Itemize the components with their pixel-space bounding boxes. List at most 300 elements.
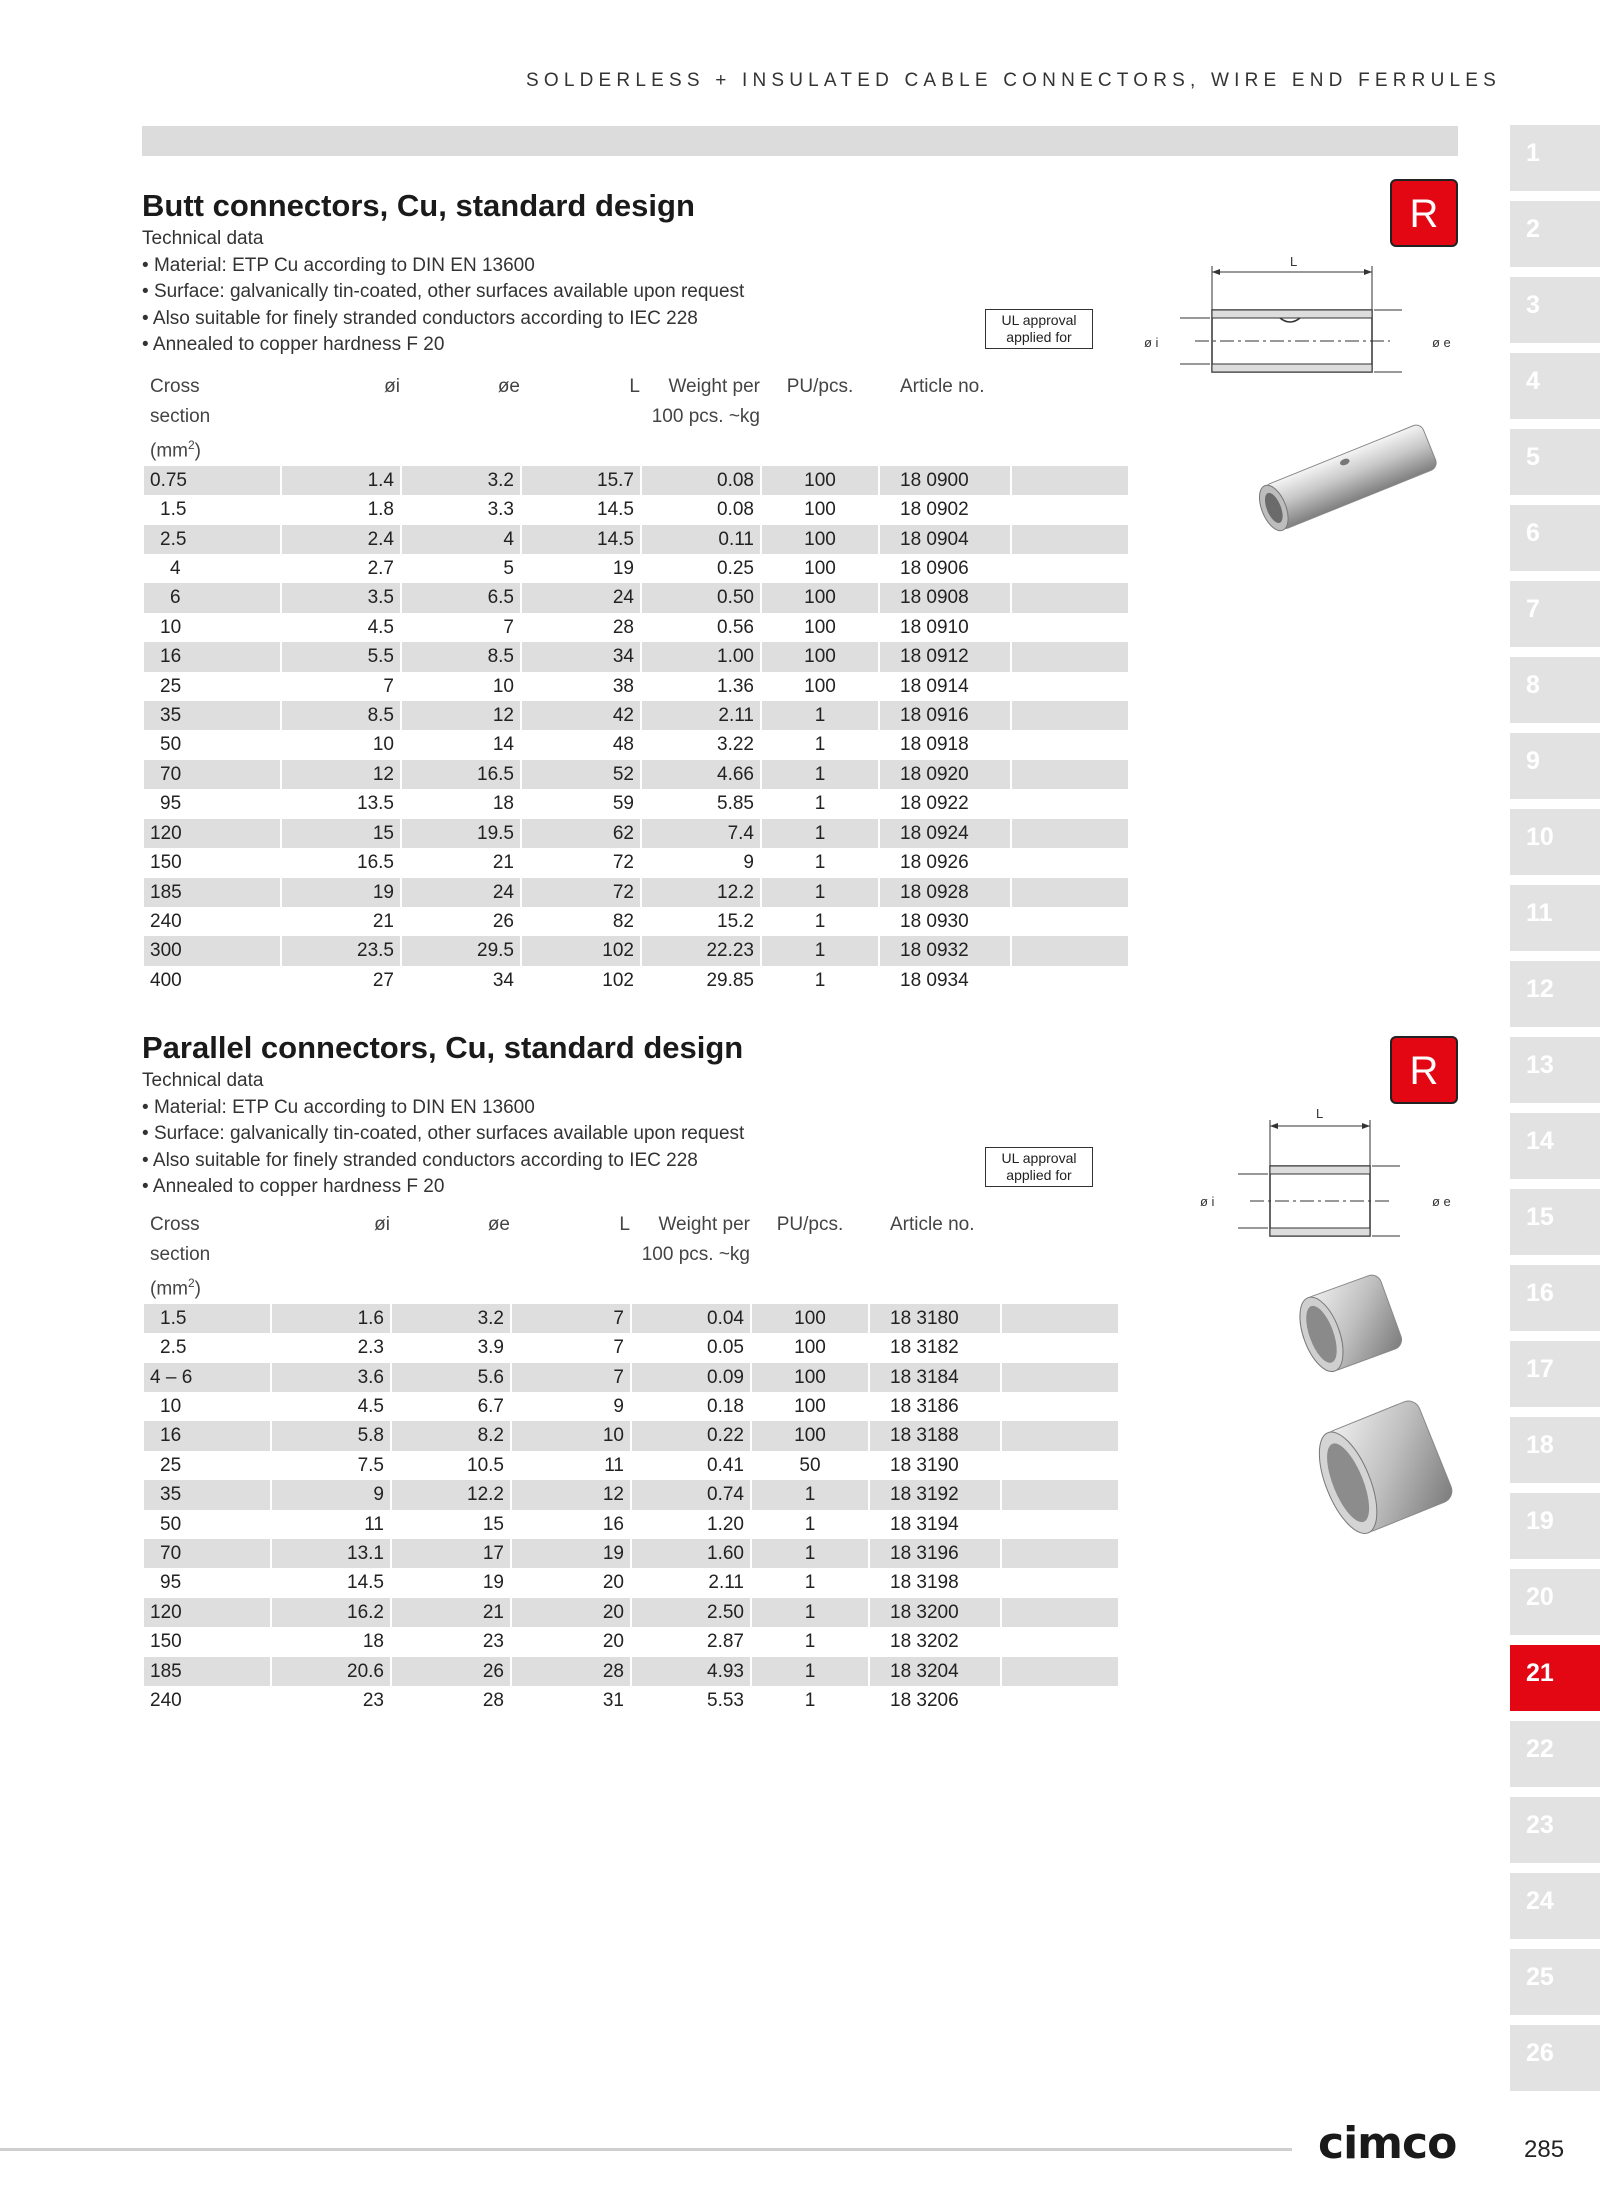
cell-weight: 29.85 — [706, 969, 754, 991]
cell-outer-diameter: 3.9 — [477, 1337, 504, 1359]
parallel-connector-drawing — [1190, 1100, 1460, 1250]
table-row — [144, 878, 1128, 907]
cell-cross-section: 240 — [150, 910, 182, 932]
cell-outer-diameter: 21 — [392, 1598, 510, 1627]
unit-close: ) — [194, 1278, 201, 1300]
cell-empty — [1002, 1363, 1118, 1392]
chapter-tab-10[interactable]: 10 — [1510, 809, 1600, 875]
cell-cross-section: 185 — [144, 878, 280, 907]
table-row — [144, 819, 1128, 848]
cell-inner-diameter: 11 — [364, 1513, 384, 1535]
table-row — [144, 907, 1128, 936]
cell-inner-diameter: 14.5 — [347, 1572, 384, 1594]
parallel-connector-photo-small — [1280, 1265, 1420, 1385]
table-row — [144, 1333, 1118, 1362]
cell-empty — [1012, 554, 1128, 583]
cell-pu: 100 — [762, 525, 878, 554]
cell-pu: 1 — [804, 1572, 816, 1594]
cell-length: 7 — [512, 1363, 630, 1392]
cell-weight: 0.41 — [707, 1454, 744, 1476]
cell-article: 18 0932 — [880, 936, 1010, 965]
cell-article: 18 0920 — [880, 760, 1010, 789]
table-row — [144, 1510, 1118, 1539]
chapter-tab-2[interactable]: 2 — [1510, 201, 1600, 267]
cell-pu: 1 — [814, 969, 826, 991]
cell-empty — [1002, 1539, 1118, 1568]
chapter-tab-21[interactable]: 21 — [1510, 1645, 1600, 1711]
cell-weight: 0.11 — [642, 525, 760, 554]
cell-empty — [1012, 878, 1128, 907]
cell-article: 18 0914 — [900, 675, 969, 697]
cell-pu: 100 — [752, 1363, 868, 1392]
cell-inner-diameter: 18 — [362, 1631, 384, 1653]
cell-cross-section: 150 — [150, 852, 182, 874]
chapter-tab-5[interactable]: 5 — [1510, 429, 1600, 495]
cell-article: 18 0910 — [900, 616, 969, 638]
cell-outer-diameter: 3.2 — [402, 466, 520, 495]
cell-pu: 100 — [752, 1421, 868, 1450]
parallel-connectors-section — [142, 1030, 1102, 1201]
cell-cross-section: 4 — [170, 558, 181, 580]
cell-weight: 0.09 — [632, 1363, 750, 1392]
cell-article: 18 3196 — [870, 1539, 1000, 1568]
cell-empty — [1002, 1480, 1118, 1509]
cell-weight: 15.2 — [717, 910, 754, 932]
cell-length: 102 — [522, 936, 640, 965]
col-article: Article no. — [890, 1214, 975, 1235]
cell-pu: 1 — [752, 1657, 868, 1686]
cell-length: 52 — [522, 760, 640, 789]
cell-empty — [1012, 495, 1128, 524]
chapter-tab-12[interactable]: 12 — [1510, 961, 1600, 1027]
chapter-tab-6[interactable]: 6 — [1510, 505, 1600, 571]
header-bar — [142, 126, 1458, 156]
cell-cross-section: 400 — [150, 969, 182, 991]
cell-pu: 1 — [752, 1480, 868, 1509]
chapter-tab-14[interactable]: 14 — [1510, 1113, 1600, 1179]
cell-length: 102 — [602, 969, 634, 991]
cell-length: 16 — [602, 1513, 624, 1535]
cell-inner-diameter: 23 — [362, 1690, 384, 1712]
ul-line-1: UL approval — [1001, 1150, 1077, 1166]
cell-length: 59 — [612, 793, 634, 815]
cell-empty — [1002, 1451, 1118, 1480]
cell-cross-section: 4 – 6 — [144, 1363, 270, 1392]
cell-outer-diameter: 19 — [482, 1572, 504, 1594]
chapter-tab-11[interactable]: 11 — [1510, 885, 1600, 951]
header-weight-1: Weight per — [668, 376, 760, 397]
cell-weight: 5.85 — [717, 793, 754, 815]
table-row — [144, 1480, 1118, 1509]
cell-article: 18 3194 — [890, 1513, 959, 1535]
unit-close: ) — [194, 440, 201, 462]
table-row — [144, 1657, 1118, 1686]
cell-length: 62 — [522, 819, 640, 848]
r-badge: R — [1390, 1036, 1458, 1104]
cell-weight: 0.08 — [642, 466, 760, 495]
table-row — [144, 1568, 1118, 1597]
cell-outer-diameter: 5 — [503, 558, 514, 580]
cell-length: 72 — [522, 878, 640, 907]
cell-pu: 1 — [762, 760, 878, 789]
unit-sup: 2 — [187, 1276, 195, 1290]
cell-article: 18 0922 — [900, 793, 969, 815]
cell-outer-diameter: 8.5 — [402, 642, 520, 671]
bullet-item: • Annealed to copper hardness F 20 — [142, 1174, 1102, 1201]
parallel-connectors-table — [142, 1210, 1120, 1716]
header-weight-2: 100 pcs. ~kg — [641, 1243, 750, 1265]
cell-inner-diameter: 1.4 — [282, 466, 400, 495]
page-number: 285 — [1524, 2136, 1565, 2163]
cell-cross-section: 6 — [144, 583, 280, 612]
cell-empty — [1002, 1568, 1118, 1597]
cell-weight: 0.22 — [632, 1421, 750, 1450]
cell-weight: 0.18 — [707, 1396, 744, 1418]
cell-outer-diameter: 21 — [492, 852, 514, 874]
cell-inner-diameter: 10 — [372, 734, 394, 756]
cell-pu: 100 — [794, 1396, 826, 1418]
cell-inner-diameter: 1.8 — [367, 499, 394, 521]
cell-cross-section: 25 — [160, 675, 182, 697]
cell-length: 28 — [612, 616, 634, 638]
chapter-tab-13[interactable]: 13 — [1510, 1037, 1600, 1103]
col-empty — [1002, 1210, 1118, 1304]
cell-outer-diameter: 3.3 — [487, 499, 514, 521]
cell-outer-diameter: 14 — [492, 734, 514, 756]
col-inner-diameter: øi — [374, 1214, 390, 1235]
cell-length: 11 — [604, 1454, 624, 1476]
chapter-tab-18[interactable]: 18 — [1510, 1417, 1600, 1483]
bullet-item: • Material: ETP Cu according to DIN EN 13600 — [142, 1095, 1102, 1122]
unit-text: (mm — [150, 440, 188, 462]
ul-line-1: UL approval — [1001, 312, 1077, 328]
cell-empty — [1012, 760, 1128, 789]
cell-pu: 1 — [752, 1598, 868, 1627]
cell-inner-diameter: 5.5 — [282, 642, 400, 671]
cell-pu: 1 — [804, 1631, 816, 1653]
cell-article: 18 0934 — [900, 969, 969, 991]
cell-empty — [1002, 1627, 1118, 1656]
chapter-tab-8[interactable]: 8 — [1510, 657, 1600, 723]
cell-pu: 50 — [799, 1454, 821, 1476]
chapter-tab-17[interactable]: 17 — [1510, 1341, 1600, 1407]
cell-pu: 1 — [752, 1539, 868, 1568]
ul-line-2: applied for — [1006, 329, 1072, 345]
header-unit — [150, 1269, 270, 1304]
cell-outer-diameter: 18 — [492, 793, 514, 815]
header-title: SOLDERLESS + INSULATED CABLE CONNECTORS, WIRE END FERRULES — [526, 70, 1502, 91]
bullet-item: • Surface: galvanically tin-coated, other surfaces available upon request — [142, 279, 1102, 306]
chapter-tab-19[interactable]: 19 — [1510, 1493, 1600, 1559]
bullet-item: • Material: ETP Cu according to DIN EN 13600 — [142, 253, 1102, 280]
cell-cross-section: 1.5 — [144, 1304, 270, 1333]
cell-outer-diameter: 12 — [402, 701, 520, 730]
cell-article: 18 0900 — [880, 466, 1010, 495]
table-row — [144, 848, 1128, 877]
chapter-tab-3[interactable]: 3 — [1510, 277, 1600, 343]
cell-empty — [1012, 966, 1128, 995]
cell-length: 82 — [612, 910, 634, 932]
chapter-tab-7[interactable]: 7 — [1510, 581, 1600, 647]
col-weight — [632, 1210, 750, 1304]
cell-weight: 0.74 — [632, 1480, 750, 1509]
cell-cross-section: 95 — [160, 1572, 182, 1594]
cell-weight: 1.20 — [707, 1513, 744, 1535]
cell-inner-diameter: 5.8 — [272, 1421, 390, 1450]
table-row — [144, 1627, 1118, 1656]
table-row — [144, 730, 1128, 759]
cell-cross-section: 150 — [150, 1631, 182, 1653]
cell-article: 18 0918 — [900, 734, 969, 756]
cell-article: 18 0902 — [900, 499, 969, 521]
col-length: L — [629, 376, 640, 397]
section-title: Butt connectors, Cu, standard design — [142, 188, 695, 223]
cell-outer-diameter: 12.2 — [392, 1480, 510, 1509]
table-row — [144, 760, 1128, 789]
unit-sup: 2 — [187, 438, 195, 452]
cell-cross-section: 16 — [144, 642, 280, 671]
unit-text: (mm — [150, 1278, 188, 1300]
cell-weight: 2.11 — [642, 701, 760, 730]
cell-inner-diameter: 23.5 — [282, 936, 400, 965]
cell-empty — [1012, 466, 1128, 495]
cell-outer-diameter: 24 — [402, 878, 520, 907]
table-row — [144, 583, 1128, 612]
bullet-item: • Also suitable for finely stranded conductors according to IEC 228 — [142, 306, 1102, 333]
cell-pu: 1 — [814, 910, 826, 932]
parallel-table-body — [144, 1304, 1118, 1716]
cell-article: 18 0912 — [880, 642, 1010, 671]
length-label: L — [1316, 1106, 1324, 1121]
cell-cross-section: 10 — [160, 1396, 182, 1418]
cell-inner-diameter: 19 — [282, 878, 400, 907]
cell-empty — [1012, 819, 1128, 848]
chapter-tab-9[interactable]: 9 — [1510, 733, 1600, 799]
cell-outer-diameter: 29.5 — [402, 936, 520, 965]
cell-weight: 0.04 — [632, 1304, 750, 1333]
cell-article: 18 3188 — [870, 1421, 1000, 1450]
cell-pu: 1 — [804, 1690, 816, 1712]
cell-cross-section: 2.5 — [160, 1337, 187, 1359]
cell-weight: 3.22 — [717, 734, 754, 756]
chapter-tab-26[interactable]: 26 — [1510, 2025, 1600, 2091]
cell-cross-section: 70 — [144, 1539, 270, 1568]
cell-cross-section: 70 — [144, 760, 280, 789]
cell-article: 18 3202 — [890, 1631, 959, 1653]
cell-inner-diameter: 12 — [282, 760, 400, 789]
cell-weight: 9 — [743, 852, 754, 874]
chapter-tab-22[interactable]: 22 — [1510, 1721, 1600, 1787]
cell-length: 9 — [613, 1396, 624, 1418]
cell-length: 48 — [612, 734, 634, 756]
footer-divider — [0, 2148, 1292, 2151]
cell-article: 18 3206 — [890, 1690, 959, 1712]
cell-outer-diameter: 28 — [482, 1690, 504, 1712]
cell-length: 7 — [613, 1337, 624, 1359]
cell-pu: 100 — [762, 583, 878, 612]
table-row — [144, 466, 1128, 495]
cell-weight: 2.50 — [632, 1598, 750, 1627]
cell-outer-diameter: 16.5 — [402, 760, 520, 789]
technical-data-label: Technical data — [142, 228, 264, 249]
cell-cross-section: 120 — [144, 1598, 270, 1627]
bullet-item: • Surface: galvanically tin-coated, other surfaces available upon request — [142, 1121, 1102, 1148]
cell-length: 20 — [512, 1598, 630, 1627]
col-outer-diameter: øe — [487, 1214, 510, 1235]
cell-weight: 2.11 — [708, 1572, 744, 1594]
cell-pu: 1 — [762, 819, 878, 848]
cell-length: 34 — [522, 642, 640, 671]
cell-article: 18 3200 — [870, 1598, 1000, 1627]
header-weight-2: 100 pcs. ~kg — [651, 405, 760, 427]
chapter-tab-15[interactable]: 15 — [1510, 1189, 1600, 1255]
chapter-tab-4[interactable]: 4 — [1510, 353, 1600, 419]
cell-inner-diameter: 13.5 — [357, 793, 394, 815]
cell-outer-diameter: 23 — [482, 1631, 504, 1653]
cell-cross-section: 35 — [144, 701, 280, 730]
cell-article: 18 0926 — [900, 852, 969, 874]
cell-outer-diameter: 10 — [492, 675, 514, 697]
cell-pu: 100 — [794, 1337, 826, 1359]
cell-pu: 100 — [804, 675, 836, 697]
col-weight — [642, 372, 760, 466]
cell-length: 19 — [512, 1539, 630, 1568]
cell-cross-section: 185 — [144, 1657, 270, 1686]
cell-article: 18 3204 — [870, 1657, 1000, 1686]
butt-connector-drawing — [1140, 252, 1460, 382]
cell-weight: 0.50 — [642, 583, 760, 612]
header-section: section — [150, 1243, 211, 1265]
cell-cross-section: 50 — [160, 1513, 182, 1535]
cell-empty — [1002, 1510, 1118, 1539]
table-row — [144, 1539, 1118, 1568]
cell-length: 15.7 — [522, 466, 640, 495]
cell-weight: 1.36 — [717, 675, 754, 697]
header-section: section — [150, 405, 211, 427]
cell-empty — [1012, 907, 1128, 936]
table-row — [144, 1686, 1118, 1715]
cell-length: 7 — [512, 1304, 630, 1333]
cell-pu: 1 — [762, 936, 878, 965]
butt-connectors-table — [142, 372, 1130, 995]
cell-pu: 100 — [804, 499, 836, 521]
header-weight-1: Weight per — [658, 1214, 750, 1235]
cell-length: 72 — [612, 852, 634, 874]
header-cross: Cross — [150, 1214, 200, 1235]
cell-weight: 5.53 — [707, 1690, 744, 1712]
cell-weight: 22.23 — [642, 936, 760, 965]
col-pu: PU/pcs. — [786, 376, 854, 397]
cell-inner-diameter: 2.4 — [282, 525, 400, 554]
chapter-tab-1[interactable]: 1 — [1510, 125, 1600, 191]
header-cross: Cross — [150, 376, 200, 397]
cell-inner-diameter: 4.5 — [357, 1396, 384, 1418]
cell-cross-section: 240 — [150, 1690, 182, 1712]
cell-length: 24 — [522, 583, 640, 612]
cell-outer-diameter: 3.2 — [392, 1304, 510, 1333]
cell-article: 18 3198 — [890, 1572, 959, 1594]
cell-article: 18 0916 — [880, 701, 1010, 730]
ul-line-2: applied for — [1006, 1167, 1072, 1183]
cell-length: 14.5 — [597, 499, 634, 521]
cell-length: 14.5 — [522, 525, 640, 554]
cell-pu: 1 — [814, 852, 826, 874]
cell-inner-diameter: 8.5 — [282, 701, 400, 730]
chapter-tab-20[interactable]: 20 — [1510, 1569, 1600, 1635]
col-inner-diameter: øi — [384, 376, 400, 397]
cell-cross-section: 16 — [144, 1421, 270, 1450]
cell-cross-section: 95 — [160, 793, 182, 815]
cell-empty — [1012, 730, 1128, 759]
cell-article: 18 0930 — [900, 910, 969, 932]
cell-empty — [1012, 701, 1128, 730]
cell-article: 18 3192 — [870, 1480, 1000, 1509]
bullet-item: • Also suitable for finely stranded conductors according to IEC 228 — [142, 1148, 1102, 1175]
cell-empty — [1002, 1421, 1118, 1450]
table-row — [144, 701, 1128, 730]
col-article: Article no. — [900, 376, 985, 397]
cell-length: 20 — [602, 1572, 624, 1594]
cell-pu: 100 — [762, 642, 878, 671]
table-row — [144, 1392, 1118, 1421]
cell-empty — [1012, 642, 1128, 671]
cell-inner-diameter: 1.6 — [272, 1304, 390, 1333]
outer-diameter-label: ø e — [1432, 335, 1451, 350]
cell-empty — [1002, 1598, 1118, 1627]
inner-diameter-label: ø i — [1144, 335, 1159, 350]
ul-approval-box — [985, 1147, 1093, 1187]
cell-weight: 0.56 — [717, 616, 754, 638]
cell-inner-diameter: 2.3 — [357, 1337, 384, 1359]
cimco-logo: cimco — [1318, 2118, 1457, 2169]
cell-empty — [1002, 1392, 1118, 1421]
chapter-tab-24[interactable]: 24 — [1510, 1873, 1600, 1939]
cell-inner-diameter: 2.7 — [367, 558, 394, 580]
chapter-tab-25[interactable]: 25 — [1510, 1949, 1600, 2015]
chapter-tab-23[interactable]: 23 — [1510, 1797, 1600, 1863]
cell-weight: 1.00 — [642, 642, 760, 671]
table-row — [144, 613, 1128, 642]
technical-data-label: Technical data — [142, 1070, 264, 1091]
cell-pu: 1 — [804, 1513, 816, 1535]
butt-table-body — [144, 466, 1128, 995]
cell-outer-diameter: 7 — [503, 616, 514, 638]
section-title: Parallel connectors, Cu, standard design — [142, 1030, 744, 1065]
cell-pu: 100 — [804, 558, 836, 580]
cell-article: 18 0928 — [880, 878, 1010, 907]
cell-pu: 100 — [762, 466, 878, 495]
chapter-tab-16[interactable]: 16 — [1510, 1265, 1600, 1331]
cell-outer-diameter: 19.5 — [402, 819, 520, 848]
inner-diameter-label: ø i — [1200, 1194, 1215, 1209]
col-pu: PU/pcs. — [776, 1214, 844, 1235]
table-row — [144, 1451, 1118, 1480]
cell-cross-section: 2.5 — [144, 525, 280, 554]
cell-inner-diameter: 4.5 — [367, 616, 394, 638]
cell-pu: 100 — [752, 1304, 868, 1333]
cell-cross-section: 25 — [160, 1454, 182, 1476]
col-cross-section — [144, 372, 280, 466]
chapter-tabs — [1510, 125, 1600, 2101]
cell-outer-diameter: 6.7 — [477, 1396, 504, 1418]
cell-outer-diameter: 6.5 — [402, 583, 520, 612]
cell-outer-diameter: 10.5 — [467, 1454, 504, 1476]
cell-empty — [1012, 672, 1128, 701]
cell-cross-section: 0.75 — [144, 466, 280, 495]
cell-inner-diameter: 9 — [272, 1480, 390, 1509]
cell-pu: 1 — [814, 793, 826, 815]
cell-weight: 4.93 — [632, 1657, 750, 1686]
